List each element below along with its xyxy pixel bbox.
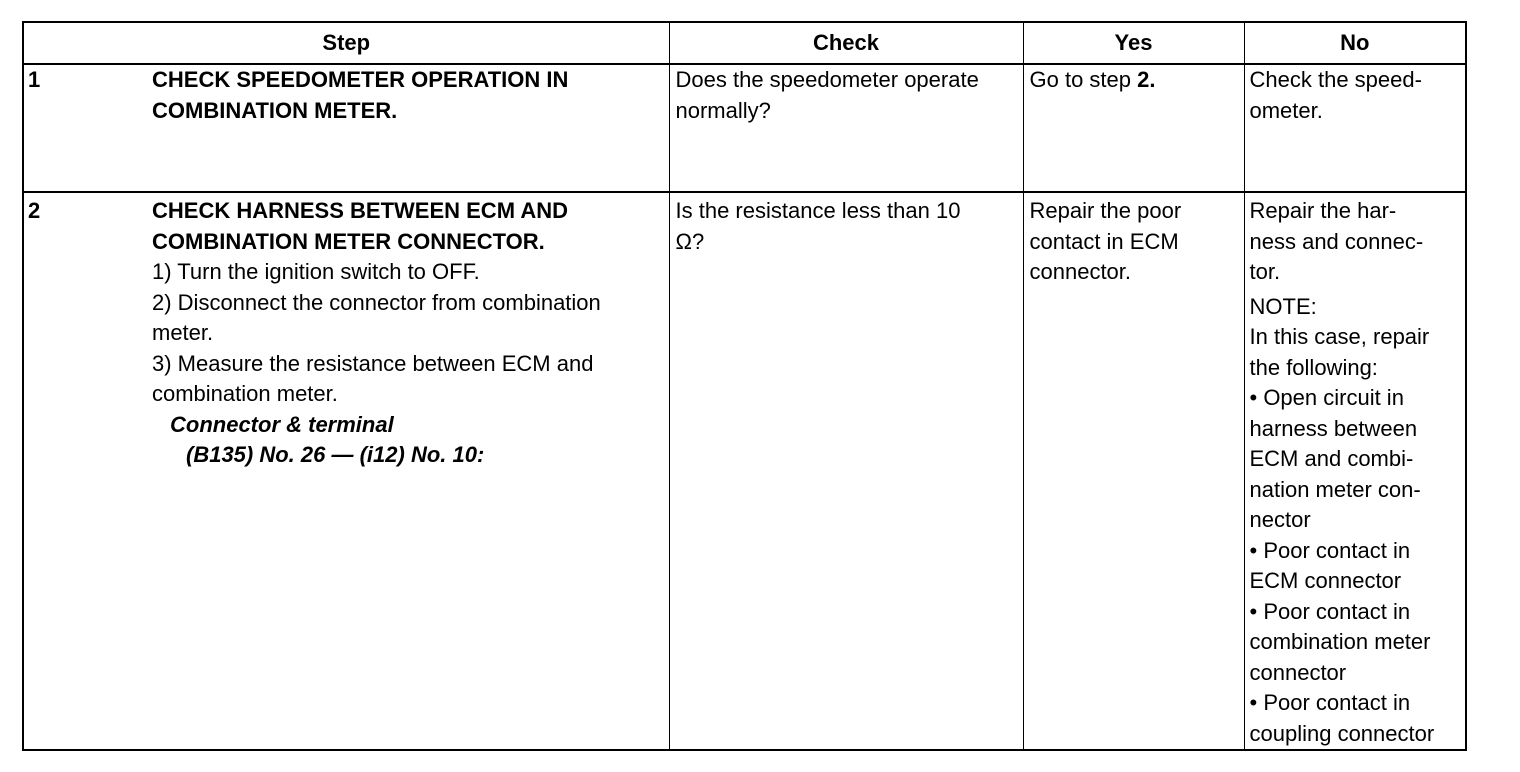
no-cell (1244, 64, 1466, 192)
no-line: Repair the har- (1249, 198, 1397, 223)
bullet-continuation: connector (1249, 659, 1347, 685)
step-number: 2 (28, 198, 41, 223)
diagnostic-table (22, 21, 1467, 751)
no-line: ometer. (1249, 97, 1323, 123)
step-title-line: CHECK HARNESS BETWEEN ECM AND (152, 198, 568, 223)
step-number: 1 (28, 67, 41, 92)
bullet-continuation: nation meter con- (1249, 476, 1421, 502)
header-row (23, 22, 1466, 64)
header-check: Check (669, 22, 1023, 64)
no-line: tor. (1249, 259, 1281, 284)
check-line: Is the resistance less than 10 (675, 198, 961, 223)
step-cell (23, 192, 669, 750)
header-yes: Yes (1023, 22, 1244, 64)
step-title-line: COMBINATION METER. (152, 97, 398, 123)
bullet-continuation: ECM and combi- (1249, 446, 1414, 471)
header-step: Step (23, 22, 669, 64)
check-line: Ω? (675, 228, 705, 254)
yes-line: Repair the poor (1029, 198, 1182, 223)
yes-text: Go to step (1029, 67, 1138, 92)
table-row (23, 192, 1466, 750)
bullet-item: • Poor contact in (1249, 690, 1411, 715)
note-label: NOTE: (1249, 293, 1317, 319)
table-row (23, 64, 1466, 192)
step-cell (23, 64, 669, 192)
step-title-line: COMBINATION METER CONNECTOR. (152, 228, 545, 254)
instruction-line: combination meter. (152, 381, 338, 406)
instruction-line: 1) Turn the ignition switch to OFF. (152, 259, 480, 284)
check-line: Does the speedometer operate (675, 67, 979, 92)
instruction-line: meter. (152, 320, 214, 345)
check-cell (669, 192, 1023, 750)
note-line: In this case, repair (1249, 324, 1430, 349)
bullet-continuation: combination meter (1249, 629, 1431, 654)
instruction-line: 2) Disconnect the connector from combination (152, 289, 601, 315)
yes-step-ref: 2. (1137, 67, 1156, 92)
instruction-line: 3) Measure the resistance between ECM and (152, 350, 594, 376)
bullet-item: • Open circuit in (1249, 385, 1404, 410)
bullet-continuation: harness between (1249, 415, 1418, 441)
connector-value: (B135) No. 26 — (i12) No. 10: (186, 442, 485, 467)
bullet-item: • Poor contact in (1249, 537, 1411, 563)
yes-cell (1023, 64, 1244, 192)
header-no: No (1244, 22, 1466, 64)
yes-line: connector. (1029, 259, 1132, 284)
no-cell (1244, 192, 1466, 750)
bullet-continuation: ECM connector (1249, 568, 1402, 593)
bullet-continuation: coupling connector (1249, 720, 1435, 746)
check-line: normally? (675, 97, 771, 123)
connector-label: Connector & terminal (170, 411, 394, 437)
no-line: ness and connec- (1249, 228, 1424, 254)
check-cell (669, 64, 1023, 192)
yes-cell (1023, 192, 1244, 750)
note-line: the following: (1249, 354, 1378, 380)
bullet-continuation: nector (1249, 507, 1311, 532)
step-title-line: CHECK SPEEDOMETER OPERATION IN (152, 67, 569, 92)
yes-line: contact in ECM (1029, 228, 1179, 254)
bullet-item: • Poor contact in (1249, 598, 1411, 624)
no-line: Check the speed- (1249, 67, 1422, 92)
